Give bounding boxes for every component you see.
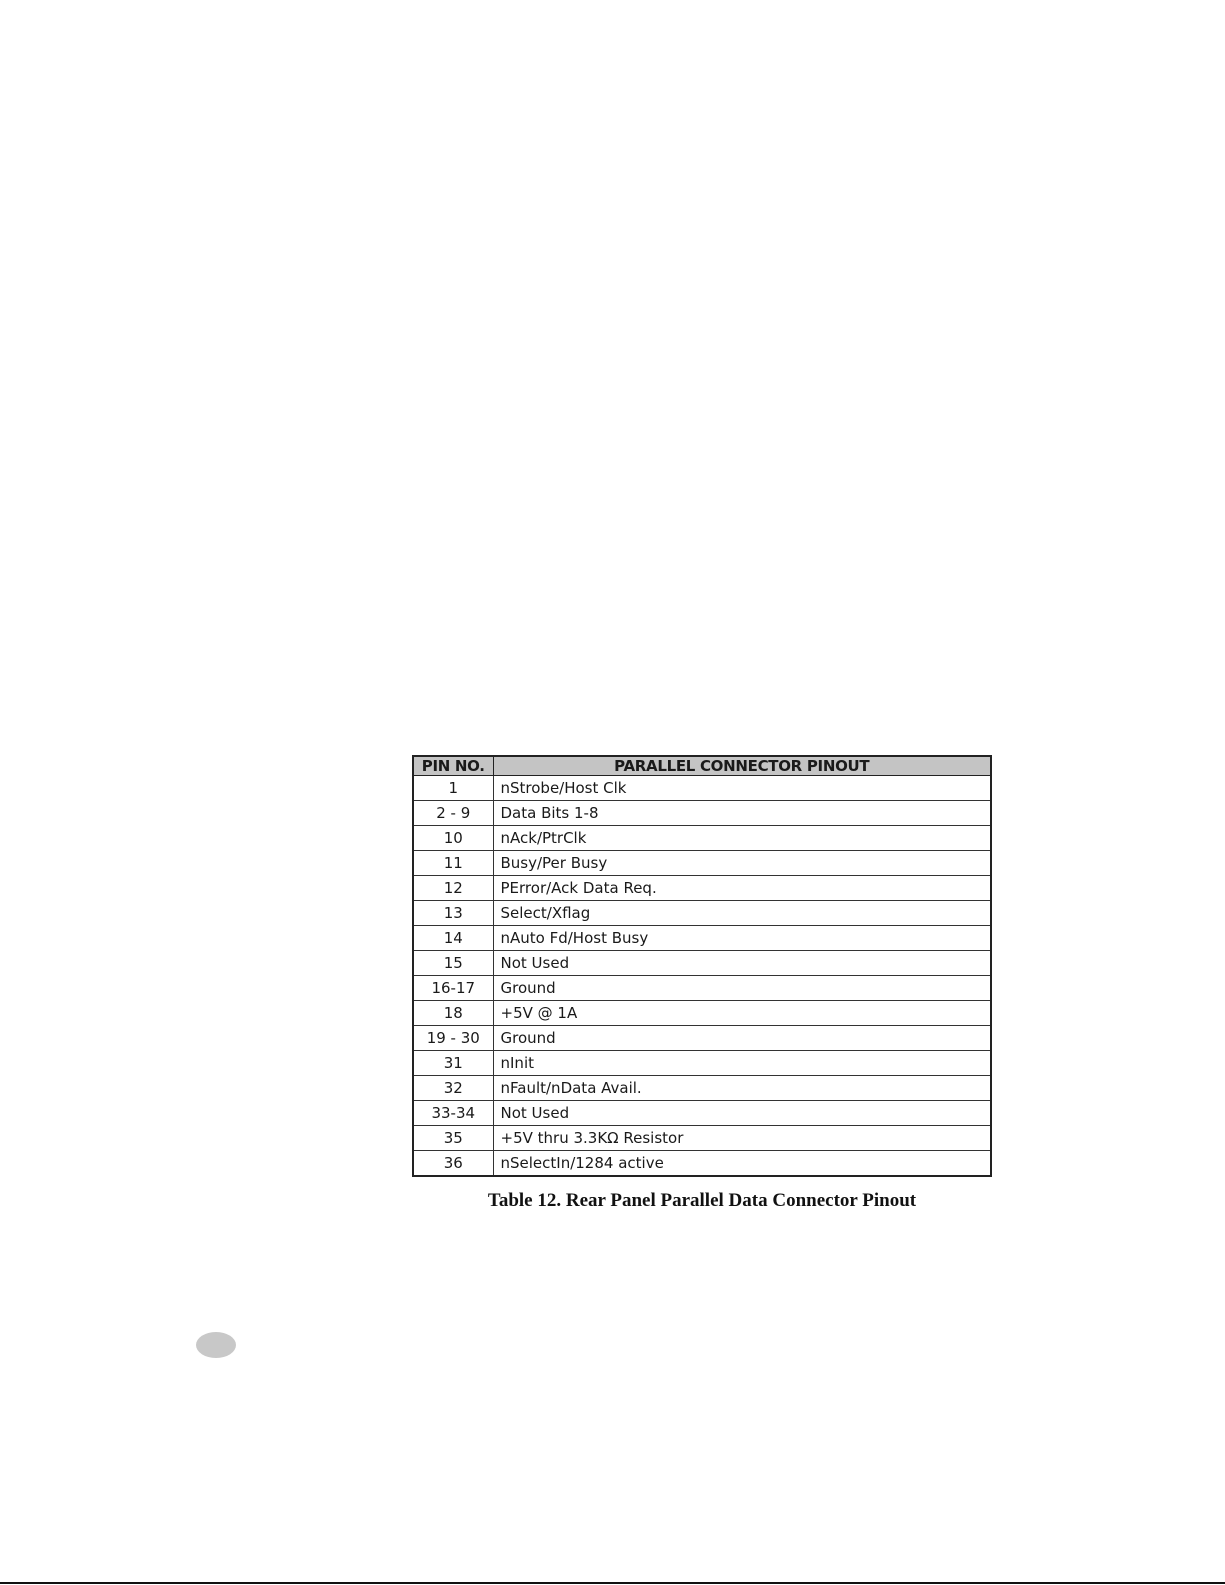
table-body (413, 776, 991, 1177)
table-header-row (413, 756, 991, 776)
pin-number-cell: 35 (413, 1126, 493, 1151)
pin-number-cell: 32 (413, 1076, 493, 1101)
table-row (413, 1051, 991, 1076)
table-row (413, 1151, 991, 1177)
pin-description-cell: nAuto Fd/Host Busy (493, 926, 991, 951)
pin-description-cell: PError/Ack Data Req. (493, 876, 991, 901)
pin-description-cell: Not Used (493, 951, 991, 976)
pin-number-cell: 36 (413, 1151, 493, 1177)
table-row (413, 851, 991, 876)
pin-description-cell: nInit (493, 1051, 991, 1076)
pinout-header: PARALLEL CONNECTOR PINOUT (493, 756, 991, 776)
pin-description-cell: Busy/Per Busy (493, 851, 991, 876)
table-row (413, 951, 991, 976)
pin-description-cell: Ground (493, 976, 991, 1001)
pin-number-cell: 16-17 (413, 976, 493, 1001)
pin-number-cell: 14 (413, 926, 493, 951)
pin-description-cell: nStrobe/Host Clk (493, 776, 991, 801)
pin-description-cell: +5V @ 1A (493, 1001, 991, 1026)
pin-number-cell: 13 (413, 901, 493, 926)
pin-number-cell: 31 (413, 1051, 493, 1076)
pin-number-cell: 10 (413, 826, 493, 851)
pin-number-cell: 11 (413, 851, 493, 876)
table-row (413, 1101, 991, 1126)
pin-number-cell: 2 - 9 (413, 801, 493, 826)
table-row (413, 1126, 991, 1151)
pin-description-cell: Data Bits 1-8 (493, 801, 991, 826)
pin-description-cell: Ground (493, 1026, 991, 1051)
pin-description-cell: nSelectIn/1284 active (493, 1151, 991, 1177)
table-row (413, 1076, 991, 1101)
pinout-table (412, 755, 992, 1177)
pin-no-header: PIN NO. (413, 756, 493, 776)
pin-number-cell: 33-34 (413, 1101, 493, 1126)
table-row (413, 801, 991, 826)
table-row (413, 1026, 991, 1051)
pin-description-cell: nAck/PtrClk (493, 826, 991, 851)
pin-number-cell: 19 - 30 (413, 1026, 493, 1051)
bottom-rule (0, 1582, 1225, 1584)
pin-number-cell: 1 (413, 776, 493, 801)
table-row (413, 976, 991, 1001)
table-row (413, 1001, 991, 1026)
table-row (413, 826, 991, 851)
pin-description-cell: +5V thru 3.3KΩ Resistor (493, 1126, 991, 1151)
pin-number-cell: 15 (413, 951, 493, 976)
table-row (413, 926, 991, 951)
pin-description-cell: Not Used (493, 1101, 991, 1126)
pin-number-cell: 18 (413, 1001, 493, 1026)
table-row (413, 876, 991, 901)
table-caption: Table 12. Rear Panel Parallel Data Connector Pinout (487, 1190, 917, 1211)
table-row (413, 776, 991, 801)
pin-description-cell: Select/Xflag (493, 901, 991, 926)
page-marker-oval (196, 1332, 236, 1358)
pin-description-cell: nFault/nData Avail. (493, 1076, 991, 1101)
table-row (413, 901, 991, 926)
pin-number-cell: 12 (413, 876, 493, 901)
